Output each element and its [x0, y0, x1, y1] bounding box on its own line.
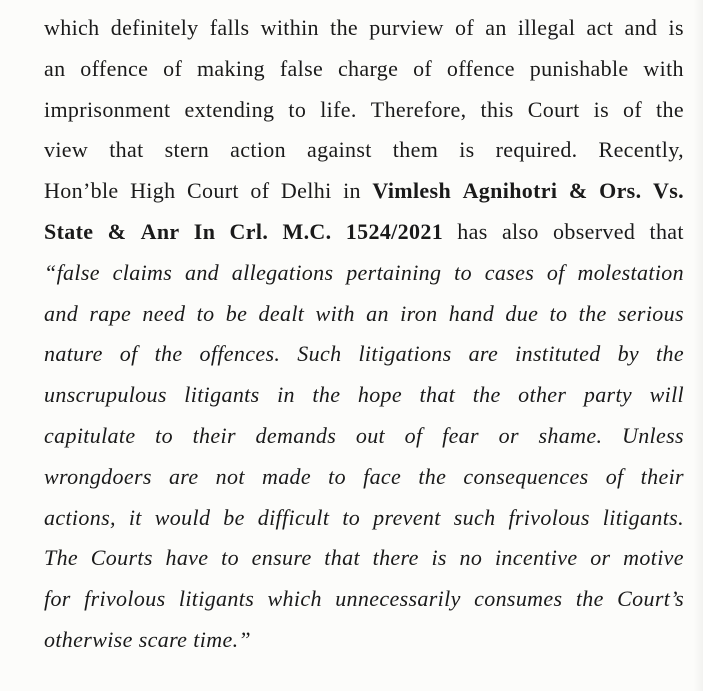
word: scare [138, 626, 188, 652]
word: unnecessarily [335, 586, 461, 612]
word: with [643, 55, 684, 81]
word: to [196, 300, 215, 326]
word: will [649, 382, 684, 408]
word: molestation [577, 259, 684, 285]
word: made [261, 463, 312, 489]
word: the [575, 586, 604, 612]
word: rape [89, 300, 132, 326]
word: & [107, 218, 127, 244]
word: State [44, 218, 94, 244]
word: to [342, 504, 361, 530]
word: there [372, 545, 419, 571]
word: instituted [515, 341, 601, 367]
word: with [315, 300, 355, 326]
word: incentive [494, 545, 578, 571]
word: High [130, 178, 176, 204]
word: claims [112, 259, 173, 285]
word: serious [617, 300, 684, 326]
word: to [288, 96, 307, 122]
text-line [44, 49, 684, 90]
word: charge [337, 55, 399, 81]
word: the [154, 341, 183, 367]
word: false [279, 55, 324, 81]
word: other [518, 382, 567, 408]
scan-edge [693, 0, 703, 691]
word: Court [527, 96, 580, 122]
word: action [230, 137, 286, 163]
word: be [223, 504, 245, 530]
word: frivolous [84, 586, 166, 612]
word: 1524/2021 [345, 218, 444, 244]
text-line [44, 334, 684, 375]
word: shame. [538, 422, 603, 448]
word: otherwise [44, 626, 133, 652]
word: would [154, 504, 211, 530]
word: of [413, 55, 433, 81]
word: allegations [231, 259, 334, 285]
word: Such [297, 341, 342, 367]
text-line [44, 212, 684, 253]
word: Crl. [229, 218, 269, 244]
word: and [184, 259, 220, 285]
word: that [324, 545, 360, 571]
word: Recently, [598, 137, 684, 163]
word: Court’s [617, 586, 684, 612]
word: dealt [258, 300, 305, 326]
word: such [453, 504, 496, 530]
word: which [44, 15, 100, 40]
text-line [44, 253, 684, 294]
word: hope [357, 382, 403, 408]
word: for [44, 586, 71, 612]
word: & [568, 178, 588, 204]
word: Agnihotri [462, 178, 558, 204]
word: or [498, 422, 519, 448]
text-line [44, 620, 684, 661]
word: time.” [193, 626, 252, 652]
word: to [221, 545, 239, 571]
word: face [363, 463, 402, 489]
word: falls [209, 15, 250, 40]
word: the [472, 382, 501, 408]
word: purview [369, 15, 444, 40]
text-line [44, 90, 684, 131]
word: have [165, 545, 209, 571]
text-line [44, 294, 684, 335]
word: party [583, 382, 633, 408]
word: the [656, 341, 684, 367]
word: of [546, 259, 565, 285]
word: to [155, 422, 173, 448]
word: or [590, 545, 611, 571]
word: is [459, 137, 475, 163]
word: stern [164, 137, 210, 163]
word: act [586, 15, 614, 40]
word: The [44, 545, 79, 571]
word: of [623, 96, 643, 122]
word: is [668, 15, 684, 40]
word: to [549, 300, 568, 326]
word: of [404, 422, 423, 448]
word: Court [186, 178, 239, 204]
word: this [480, 96, 514, 122]
word: capitulate [44, 422, 136, 448]
word: fear [442, 422, 479, 448]
word: the [578, 300, 607, 326]
word: litigants [184, 382, 260, 408]
word: that [419, 382, 456, 408]
word: also [501, 218, 539, 244]
word: is [593, 96, 609, 122]
text-line [44, 375, 684, 416]
word: in [343, 178, 361, 204]
word: ensure [251, 545, 312, 571]
word: offences. [199, 341, 281, 367]
word: it [128, 504, 142, 530]
word: consequences [463, 463, 589, 489]
word: is [431, 545, 447, 571]
word: Hon’ble [44, 178, 119, 204]
word: of [250, 178, 270, 204]
word: Ors. [599, 178, 642, 204]
word: consumes [474, 586, 563, 612]
word: offence [446, 55, 515, 81]
word: definitely [110, 15, 199, 40]
word: litigants [178, 586, 255, 612]
text-line [44, 498, 684, 539]
word: in [277, 382, 295, 408]
word: litigants. [602, 504, 684, 530]
text-line [44, 8, 684, 49]
word: to [454, 259, 472, 285]
word: M.C. [282, 218, 332, 244]
word: observed [553, 218, 636, 244]
word: frivolous [508, 504, 590, 530]
word: iron [400, 300, 438, 326]
text-line [44, 538, 684, 579]
word: difficult [257, 504, 330, 530]
text-line [44, 579, 684, 620]
word: them [392, 137, 439, 163]
word: view [44, 137, 89, 163]
word: which [267, 586, 322, 612]
word: imprisonment [44, 96, 171, 122]
word: need [142, 300, 186, 326]
word: the [656, 96, 684, 122]
word: Delhi [280, 178, 332, 204]
word: illegal [517, 15, 576, 40]
word: nature [44, 341, 103, 367]
word: due [505, 300, 539, 326]
word: that [109, 137, 144, 163]
word: and [624, 15, 658, 40]
word: actions, [44, 504, 116, 530]
word: of [455, 15, 475, 40]
word: motive [623, 545, 684, 571]
word: are [468, 341, 499, 367]
word: Therefore, [370, 96, 467, 122]
text-line [44, 130, 684, 171]
word: within [260, 15, 319, 40]
word: no [459, 545, 483, 571]
word: unscrupulous [44, 382, 167, 408]
word: that [649, 218, 684, 244]
word: punishable [529, 55, 629, 81]
word: by [617, 341, 640, 367]
word: making [196, 55, 266, 81]
word: against [307, 137, 372, 163]
word: extending [184, 96, 275, 122]
word: Vimlesh [372, 178, 452, 204]
word: hand [448, 300, 495, 326]
word: In [193, 218, 216, 244]
word: are [168, 463, 199, 489]
word: cases [484, 259, 535, 285]
text-line [44, 457, 684, 498]
word: Courts [90, 545, 153, 571]
word: an [366, 300, 389, 326]
word: their [192, 422, 236, 448]
word: their [640, 463, 684, 489]
word: pertaining [346, 259, 442, 285]
text-line [44, 416, 684, 457]
word: an [485, 15, 507, 40]
word: Unless [621, 422, 684, 448]
word: litigations [358, 341, 452, 367]
word: offence [80, 55, 149, 81]
word: the [330, 15, 359, 40]
word: wrongdoers [44, 463, 152, 489]
word: Vs. [652, 178, 684, 204]
judgment-text [44, 8, 684, 661]
word: of [119, 341, 138, 367]
word: not [215, 463, 245, 489]
word: prevent [373, 504, 441, 530]
word: life. [320, 96, 357, 122]
word: required. [495, 137, 578, 163]
word: the [418, 463, 447, 489]
word: of [163, 55, 183, 81]
word: out [355, 422, 386, 448]
word: has [457, 218, 488, 244]
word: to [328, 463, 346, 489]
text-line [44, 171, 684, 212]
word: the [312, 382, 341, 408]
word: an [44, 55, 66, 81]
word: be [225, 300, 248, 326]
word: “false [44, 259, 100, 285]
word: and [44, 300, 79, 326]
word: Anr [140, 218, 180, 244]
word: of [605, 463, 624, 489]
word: demands [255, 422, 337, 448]
